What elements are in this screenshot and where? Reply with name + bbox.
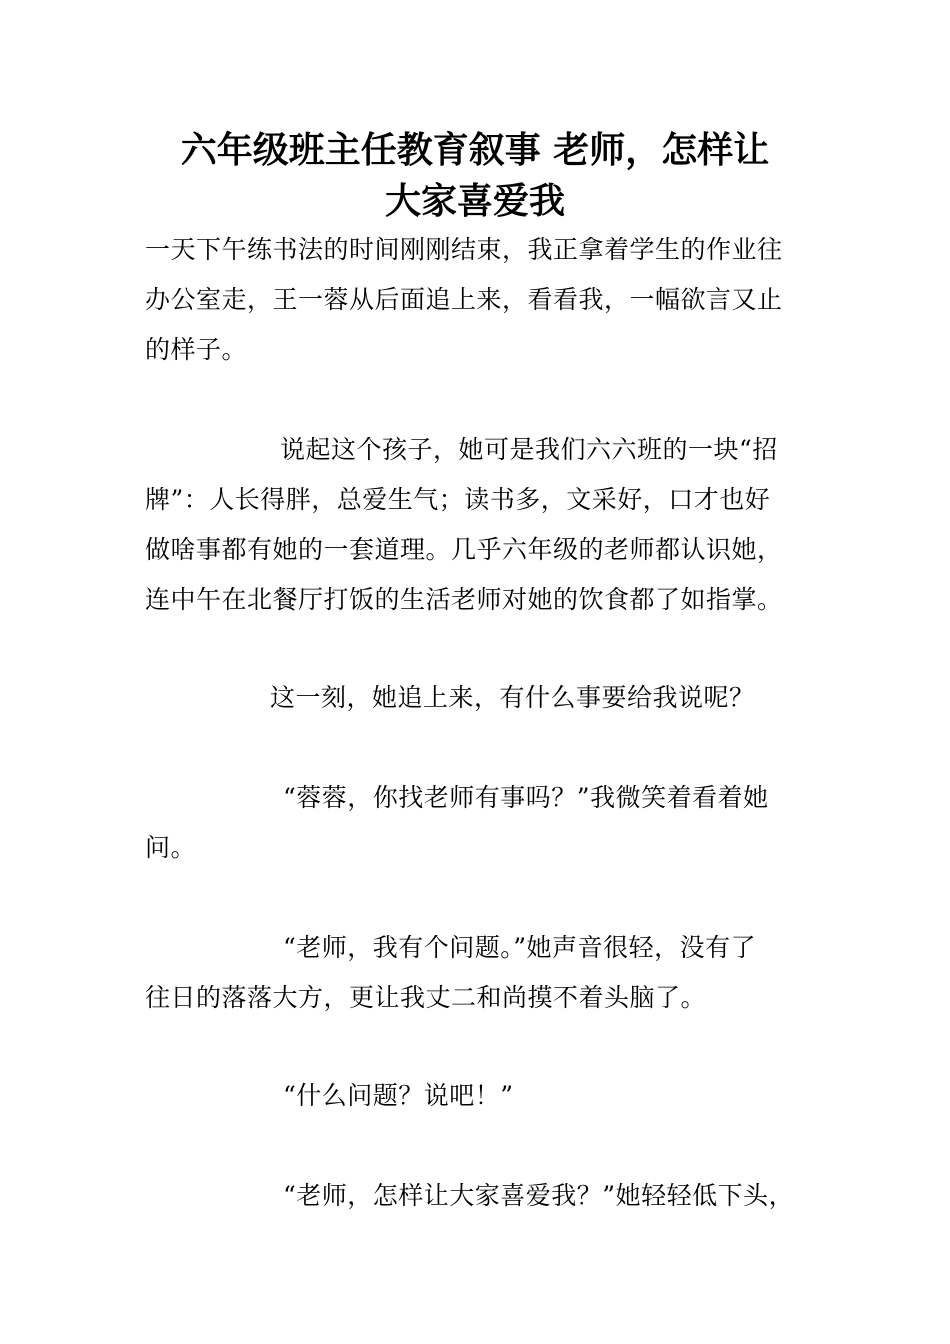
body-line-10: 问。: [145, 833, 197, 862]
body-line-14: “老师，怎样让大家喜爱我？”她轻轻低下头，: [283, 1181, 795, 1210]
body-line-12: 往日的落落大方，更让我丈二和尚摸不着头脑了。: [145, 983, 707, 1012]
body-line-2: 办公室走，王一蓉从后面追上来，看看我，一幅欲言又止: [145, 285, 783, 314]
body-line-5: 牌”：人长得胖，总爱生气；读书多，文采好，口才也好: [145, 485, 771, 514]
body-line-13: “什么问题？说吧！”: [283, 1081, 514, 1110]
document-title-line-2: 大家喜爱我: [384, 181, 565, 222]
document-title-line-1: 六年级班主任教育叙事 老师，怎样让: [180, 130, 770, 171]
body-line-11: “老师，我有个问题。”她声音很轻，没有了: [283, 933, 757, 962]
body-line-3: 的样子。: [145, 335, 248, 364]
body-line-7: 连中午在北餐厅打饭的生活老师对她的饮食都了如指掌。: [145, 585, 783, 614]
body-line-4: 说起这个孩子，她可是我们六六班的一块“招: [280, 435, 778, 464]
body-line-1: 一天下午练书法的时间刚刚结束，我正拿着学生的作业往: [145, 235, 783, 264]
body-line-8: 这一刻，她追上来，有什么事要给我说呢？: [270, 683, 755, 712]
body-line-6: 做啥事都有她的一套道理。几乎六年级的老师都认识她，: [145, 535, 783, 564]
body-line-9: “蓉蓉，你找老师有事吗？”我微笑着看着她: [283, 783, 769, 812]
